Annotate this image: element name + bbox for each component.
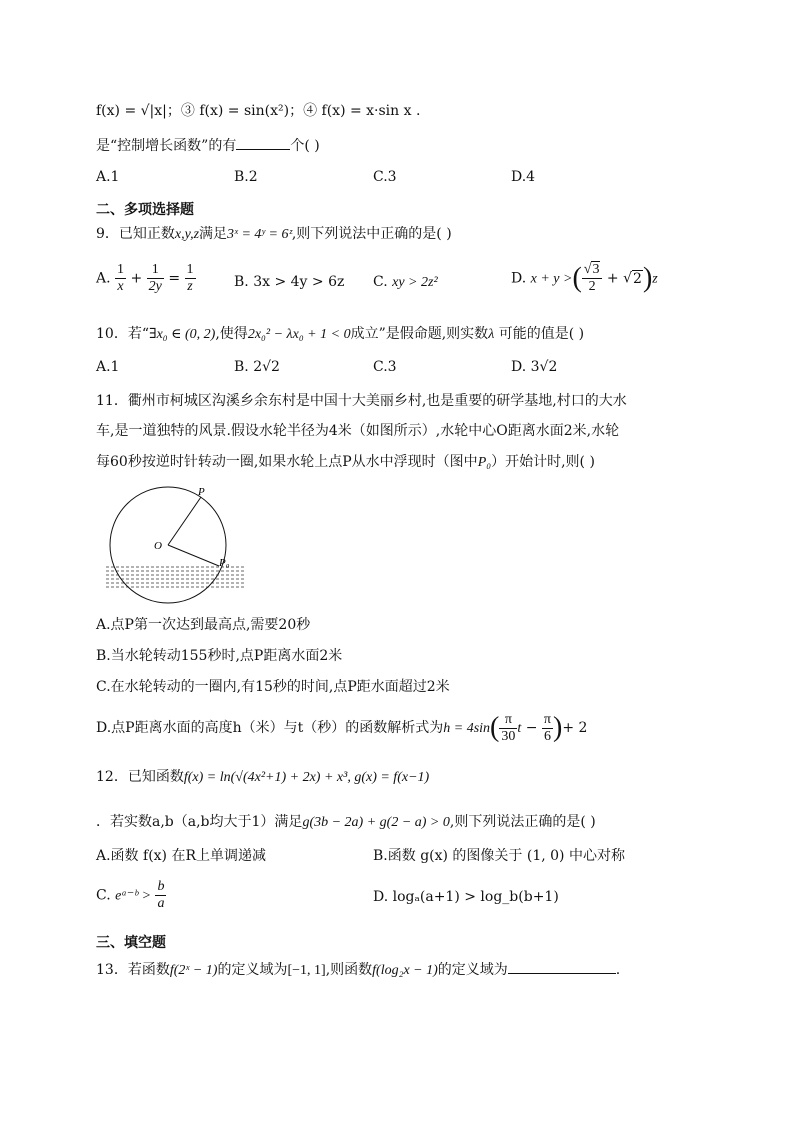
q12-line-2-b: ,则下列说法正确的是( ) <box>449 814 596 830</box>
functions-line: f(x) = √|x|；③ f(x) = sin(x²)；④ f(x) = x·sin x . <box>96 103 421 119</box>
q12-condition: g(3b − 2a) + g(2 − a) > 0 <box>302 815 450 830</box>
q10-option-b[interactable]: B. 2√2 <box>234 359 280 375</box>
radius-op <box>168 497 201 545</box>
q9-stem-b: 满足 <box>199 226 228 242</box>
q9-option-d[interactable]: D. x + y >( $\frac{√3}{2}$ + √2)z <box>511 262 658 294</box>
q11-line-3-b: ）开始计时,则( ) <box>491 454 595 470</box>
q11-option-d-tail: + 2 <box>562 720 588 736</box>
q12-line-2 <box>96 812 596 833</box>
q12-func-g: , g(x) = f(x−1) <box>347 770 430 785</box>
option-d[interactable]: D.4 <box>511 169 536 185</box>
q11-line-3 <box>96 452 595 473</box>
q13-func-2: f(log₂x − 1) <box>372 963 438 978</box>
q10-stem-a: 10．若“ <box>96 326 149 342</box>
q10-stem-d: 可能的值是( ) <box>498 326 585 342</box>
q9-stem <box>96 224 452 245</box>
answer-blank[interactable] <box>236 137 290 150</box>
option-c[interactable]: C.3 <box>373 169 397 185</box>
q13-stem-b: 的定义域为 <box>217 962 288 978</box>
q9-vars: x,y,z <box>174 227 200 242</box>
fraction: $\frac{√3}{2}$ <box>582 262 603 295</box>
q11-option-d-func: h = 4sin <box>443 721 491 736</box>
q12-option-c[interactable] <box>96 879 166 912</box>
q13-answer-blank[interactable] <box>508 961 616 974</box>
label-p: P <box>198 486 205 498</box>
q11-line-3-a: 每60秒按逆时针转动一圈,如果水轮上点P从水中浮现时（图中 <box>96 454 478 470</box>
q10-option-d[interactable]: D. 3√2 <box>511 359 558 375</box>
q12-stem-a: 12．已知函数 <box>96 769 184 785</box>
q11-option-d-text: D.点P距离水面的高度h（米）与t（秒）的函数解析式为 <box>96 720 444 736</box>
q12-option-b[interactable]: B.函数 g(x) 的图像关于 (1, 0) 中心对称 <box>373 848 625 864</box>
q10-stem-b: ,使得 <box>215 326 248 342</box>
q11-p0-label: P₀ <box>477 455 492 470</box>
q9-stem-a: 9．已知正数 <box>96 226 175 242</box>
water-lines <box>106 567 244 587</box>
q10-option-c[interactable]: C.3 <box>373 359 397 375</box>
fraction: $\frac{1}{x}$ <box>117 262 125 294</box>
q11-option-c[interactable]: C.在水轮转动的一圈内,有15秒的时间,点P距水面超过2米 <box>96 679 450 695</box>
fraction: $\frac{1}{2y}$ <box>148 262 162 294</box>
q10-stem <box>96 324 584 345</box>
fraction: $\frac{\pi}{30}$ <box>501 711 516 744</box>
q9-condition: 3ˣ = 4ʸ = 6ᶻ <box>227 227 292 242</box>
q9-option-a-label: A. <box>96 270 111 287</box>
option-a[interactable]: A.1 <box>96 169 120 185</box>
section-title-fill-in: 三、填空题 <box>96 935 166 951</box>
question-tail <box>96 136 320 156</box>
q13-func-1: f(2ˣ − 1) <box>169 963 218 978</box>
q11-option-b[interactable]: B.当水轮转动155秒时,点P距离水面2米 <box>96 648 343 664</box>
q9-option-d-label: D. <box>511 270 527 287</box>
question-tail-text: 是“控制增长函数”的有 <box>96 138 237 154</box>
q13-stem-c: ,则函数 <box>325 962 373 978</box>
label-p0: P₀ <box>219 557 230 569</box>
q13-stem-d: 的定义域为 <box>437 962 508 978</box>
label-o: O <box>154 540 162 552</box>
q10-condition: ∃x₀ ∈ (0, 2) <box>148 327 216 342</box>
q10-lambda: λ <box>488 327 495 342</box>
q13-stem-a: 13．若函数 <box>96 962 170 978</box>
q11-line-1: 11．衢州市柯城区沟溪乡余东村是中国十大美丽乡村,也是重要的研学基地,村口的大水 <box>96 393 627 409</box>
q9-option-c[interactable] <box>373 272 438 293</box>
q9-option-d-tail: z <box>652 271 658 287</box>
q12-line-2-a: ．若实数a,b（a,b均大于1）满足 <box>96 814 303 830</box>
q9-option-b[interactable]: B. 3x > 4y > 6z <box>234 274 345 290</box>
water-wheel-figure <box>96 482 246 607</box>
q11-option-d[interactable]: D.点P距离水面的高度h（米）与t（秒）的函数解析式为h = 4sin( $\frac{\pi}{30}$ t − $\frac{\pi}{6}$ )+ 2 <box>96 711 588 744</box>
q12-option-d[interactable]: D. logₐ(a+1) > log_b(b+1) <box>373 889 559 905</box>
q9-option-c-label: C. <box>373 274 388 290</box>
q9-stem-c: ,则下列说法中正确的是( ) <box>291 226 452 242</box>
q13-domain: [−1, 1] <box>287 963 326 978</box>
option-b[interactable]: B.2 <box>234 169 258 185</box>
question-tail-end: 个( ) <box>290 138 320 154</box>
q11-option-a[interactable]: A.点P第一次达到最高点,需要20秒 <box>96 617 311 633</box>
q11-line-2: 车,是一道独特的风景.假设水轮半径为4米（如图所示）,水轮中心O距离水面2米,水轮 <box>96 423 620 439</box>
q13-stem <box>96 960 620 981</box>
q10-option-a[interactable]: A.1 <box>96 359 120 375</box>
q10-stem-c: 成立”是假命题,则实数 <box>350 326 489 342</box>
fraction: $\frac{b}{a}$ <box>157 879 165 911</box>
q9-option-c-expr: xy > 2z² <box>392 275 438 290</box>
radius-op0 <box>168 545 219 566</box>
fraction: $\frac{\pi}{6}$ <box>543 711 551 744</box>
q12-stem <box>96 767 429 788</box>
fraction: $\frac{1}{z}$ <box>186 262 194 294</box>
q9-option-d-expr: x + y > <box>530 271 573 287</box>
q12-option-c-label: C. <box>96 887 111 904</box>
q10-inequality: 2x₀² − λx₀ + 1 < 0 <box>247 327 351 342</box>
q12-option-a[interactable]: A.函数 f(x) 在R上单调递减 <box>96 848 267 864</box>
q13-end: . <box>615 962 621 978</box>
q12-func-f: f(x) = ln(√(4x²+1) + 2x) + x³ <box>183 770 348 785</box>
section-title-multiple-choice: 二、多项选择题 <box>96 202 194 218</box>
q12-option-c-expr: eᵃ⁻ᵇ > <box>115 888 152 904</box>
q9-option-a[interactable]: A. $\frac{1}{x}$ + $\frac{1}{2y}$ = $\frac{1}{z}$ <box>96 262 194 294</box>
